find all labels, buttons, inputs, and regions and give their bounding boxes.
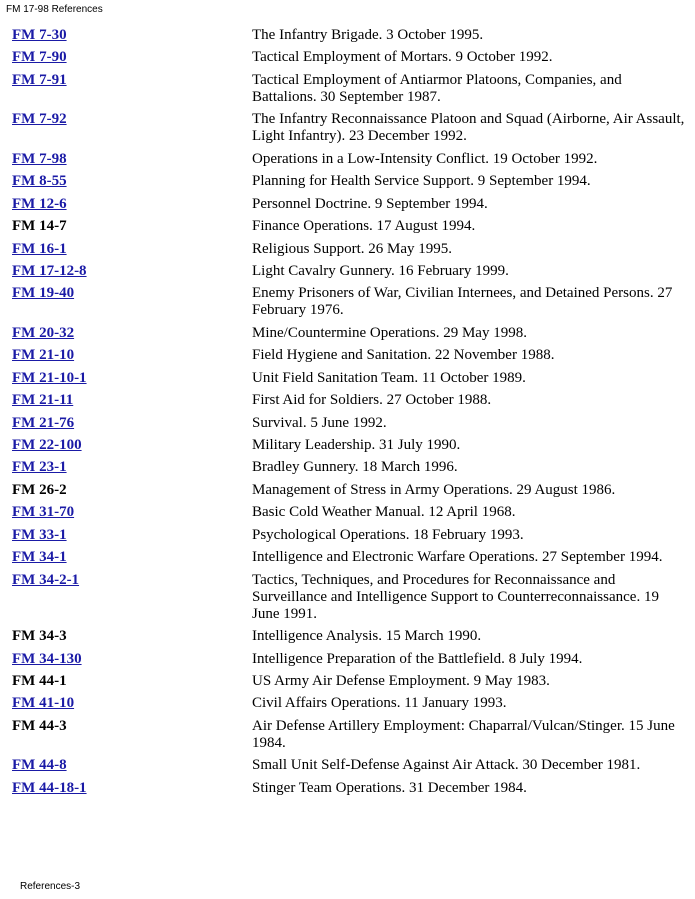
reference-row (12, 241, 688, 258)
reference-description: Survival. 5 June 1992. (252, 414, 387, 431)
reference-link[interactable]: FM 34-1 (12, 549, 67, 566)
reference-description: The Infantry Brigade. 3 October 1995. (252, 27, 484, 43)
reference-description: Operations in a Low-Intensity Conflict. 19 October 1992. (252, 150, 598, 167)
reference-code-cell (12, 549, 252, 566)
reference-link[interactable]: FM 17-12-8 (12, 262, 87, 279)
reference-link[interactable]: FM 34-130 (12, 650, 82, 667)
reference-link[interactable]: FM 23-1 (12, 459, 67, 476)
reference-code-cell (12, 437, 252, 454)
reference-description: Finance Operations. 17 August 1994. (252, 218, 476, 235)
reference-link[interactable]: FM 21-10 (12, 347, 75, 364)
reference-code-cell (12, 370, 252, 387)
reference-description: US Army Air Defense Employment. 9 May 1983. (252, 672, 550, 689)
reference-code-cell (12, 263, 252, 280)
reference-code-cell (12, 572, 252, 623)
reference-row (12, 757, 688, 774)
reference-row (12, 173, 688, 190)
reference-description: Intelligence Preparation of the Battlefield. 8 July 1994. (252, 650, 583, 667)
reference-description: Stinger Team Operations. 31 December 1984. (252, 779, 527, 796)
reference-link[interactable]: FM 44-8 (12, 757, 67, 774)
reference-description: Tactical Employment of Antiarmor Platoons, Companies, and Battalions. 30 September 1987. (252, 71, 622, 105)
reference-row (12, 263, 688, 280)
reference-code: FM 44-1 (12, 672, 67, 689)
reference-description: Air Defense Artillery Employment: Chaparral/Vulcan/Stinger. 15 June 1984. (252, 717, 675, 751)
reference-code-cell (12, 218, 252, 235)
reference-row (12, 72, 688, 106)
reference-row (12, 437, 688, 454)
reference-link[interactable]: FM 21-10-1 (12, 369, 87, 386)
reference-description: Personnel Doctrine. 9 September 1994. (252, 195, 488, 212)
reference-row (12, 285, 688, 319)
reference-code-cell (12, 173, 252, 190)
reference-row (12, 780, 688, 797)
reference-link[interactable]: FM 41-10 (12, 695, 75, 712)
reference-description: Enemy Prisoners of War, Civilian Internees, and Detained Persons. 27 February 1976. (252, 285, 673, 319)
reference-code-cell (12, 241, 252, 258)
reference-code-cell (12, 527, 252, 544)
references-list (12, 27, 688, 802)
reference-row (12, 415, 688, 432)
page-header: FM 17-98 References (6, 4, 103, 15)
reference-row (12, 111, 688, 145)
reference-link[interactable]: FM 19-40 (12, 285, 75, 302)
reference-description: Tactics, Techniques, and Procedures for Reconnaissance and Surveillance and Intelligence Support to Counterreconnaissance. 19 June 1991. (252, 571, 659, 622)
reference-row (12, 27, 688, 44)
reference-code-cell (12, 27, 252, 44)
reference-code-cell (12, 628, 252, 645)
reference-code: FM 14-7 (12, 218, 67, 235)
reference-link[interactable]: FM 7-91 (12, 71, 67, 88)
page-footer: References-3 (20, 881, 81, 892)
reference-row (12, 218, 688, 235)
reference-row (12, 459, 688, 476)
reference-description: Unit Field Sanitation Team. 11 October 1989. (252, 369, 526, 386)
reference-link[interactable]: FM 7-98 (12, 150, 67, 167)
reference-description: Psychological Operations. 18 February 1993. (252, 526, 524, 543)
reference-description: Intelligence and Electronic Warfare Operations. 27 September 1994. (252, 549, 663, 566)
reference-description: Civil Affairs Operations. 11 January 1993. (252, 695, 507, 712)
reference-row (12, 718, 688, 752)
reference-row (12, 651, 688, 668)
reference-link[interactable]: FM 7-90 (12, 49, 67, 66)
reference-description: Tactical Employment of Mortars. 9 October 1992. (252, 49, 553, 66)
reference-link[interactable]: FM 7-92 (12, 111, 67, 128)
reference-link[interactable]: FM 33-1 (12, 526, 67, 543)
reference-code-cell (12, 347, 252, 364)
reference-row (12, 673, 688, 690)
reference-row (12, 628, 688, 645)
reference-code-cell (12, 482, 252, 499)
reference-row (12, 49, 688, 66)
reference-link[interactable]: FM 22-100 (12, 437, 82, 453)
reference-description: Bradley Gunnery. 18 March 1996. (252, 459, 458, 476)
reference-link[interactable]: FM 21-11 (12, 392, 74, 409)
reference-link[interactable]: FM 8-55 (12, 173, 67, 190)
reference-code-cell (12, 651, 252, 668)
reference-row (12, 695, 688, 712)
reference-description: First Aid for Soldiers. 27 October 1988. (252, 392, 492, 409)
reference-link[interactable]: FM 44-18-1 (12, 779, 87, 796)
reference-row (12, 196, 688, 213)
reference-row (12, 347, 688, 364)
reference-row (12, 392, 688, 409)
reference-description: Management of Stress in Army Operations. 29 August 1986. (252, 481, 616, 498)
reference-code-cell (12, 415, 252, 432)
reference-link[interactable]: FM 12-6 (12, 195, 67, 212)
reference-description: Military Leadership. 31 July 1990. (252, 437, 461, 453)
reference-link[interactable]: FM 7-30 (12, 27, 67, 43)
reference-code-cell (12, 757, 252, 774)
reference-row (12, 325, 688, 342)
reference-code-cell (12, 780, 252, 797)
reference-code-cell (12, 718, 252, 752)
reference-code-cell (12, 49, 252, 66)
reference-code-cell (12, 285, 252, 319)
reference-link[interactable]: FM 34-2-1 (12, 571, 80, 588)
reference-description: Religious Support. 26 May 1995. (252, 240, 453, 257)
reference-link[interactable]: FM 20-32 (12, 324, 75, 341)
reference-description: Field Hygiene and Sanitation. 22 November 1988. (252, 347, 555, 364)
reference-code-cell (12, 392, 252, 409)
reference-code: FM 44-3 (12, 717, 67, 734)
reference-row (12, 482, 688, 499)
reference-code-cell (12, 111, 252, 145)
reference-code: FM 34-3 (12, 628, 67, 645)
reference-row (12, 370, 688, 387)
reference-code-cell (12, 504, 252, 521)
reference-row (12, 527, 688, 544)
reference-description: Light Cavalry Gunnery. 16 February 1999. (252, 262, 509, 279)
reference-row (12, 572, 688, 623)
reference-row (12, 504, 688, 521)
reference-description: Planning for Health Service Support. 9 September 1994. (252, 173, 591, 190)
reference-row (12, 151, 688, 168)
reference-row (12, 549, 688, 566)
reference-link[interactable]: FM 31-70 (12, 504, 75, 521)
reference-description: The Infantry Reconnaissance Platoon and Squad (Airborne, Air Assault, Light Infantry). 23 December 1992. (252, 111, 685, 145)
reference-description: Intelligence Analysis. 15 March 1990. (252, 628, 482, 645)
reference-code-cell (12, 673, 252, 690)
reference-code-cell (12, 325, 252, 342)
reference-code-cell (12, 695, 252, 712)
reference-code-cell (12, 459, 252, 476)
reference-description: Small Unit Self-Defense Against Air Attack. 30 December 1981. (252, 757, 641, 774)
reference-description: Basic Cold Weather Manual. 12 April 1968. (252, 504, 516, 521)
reference-code-cell (12, 196, 252, 213)
reference-link[interactable]: FM 16-1 (12, 240, 67, 257)
reference-code-cell (12, 151, 252, 168)
reference-code: FM 26-2 (12, 481, 67, 498)
reference-code-cell (12, 72, 252, 106)
reference-description: Mine/Countermine Operations. 29 May 1998. (252, 324, 527, 341)
reference-link[interactable]: FM 21-76 (12, 414, 75, 431)
